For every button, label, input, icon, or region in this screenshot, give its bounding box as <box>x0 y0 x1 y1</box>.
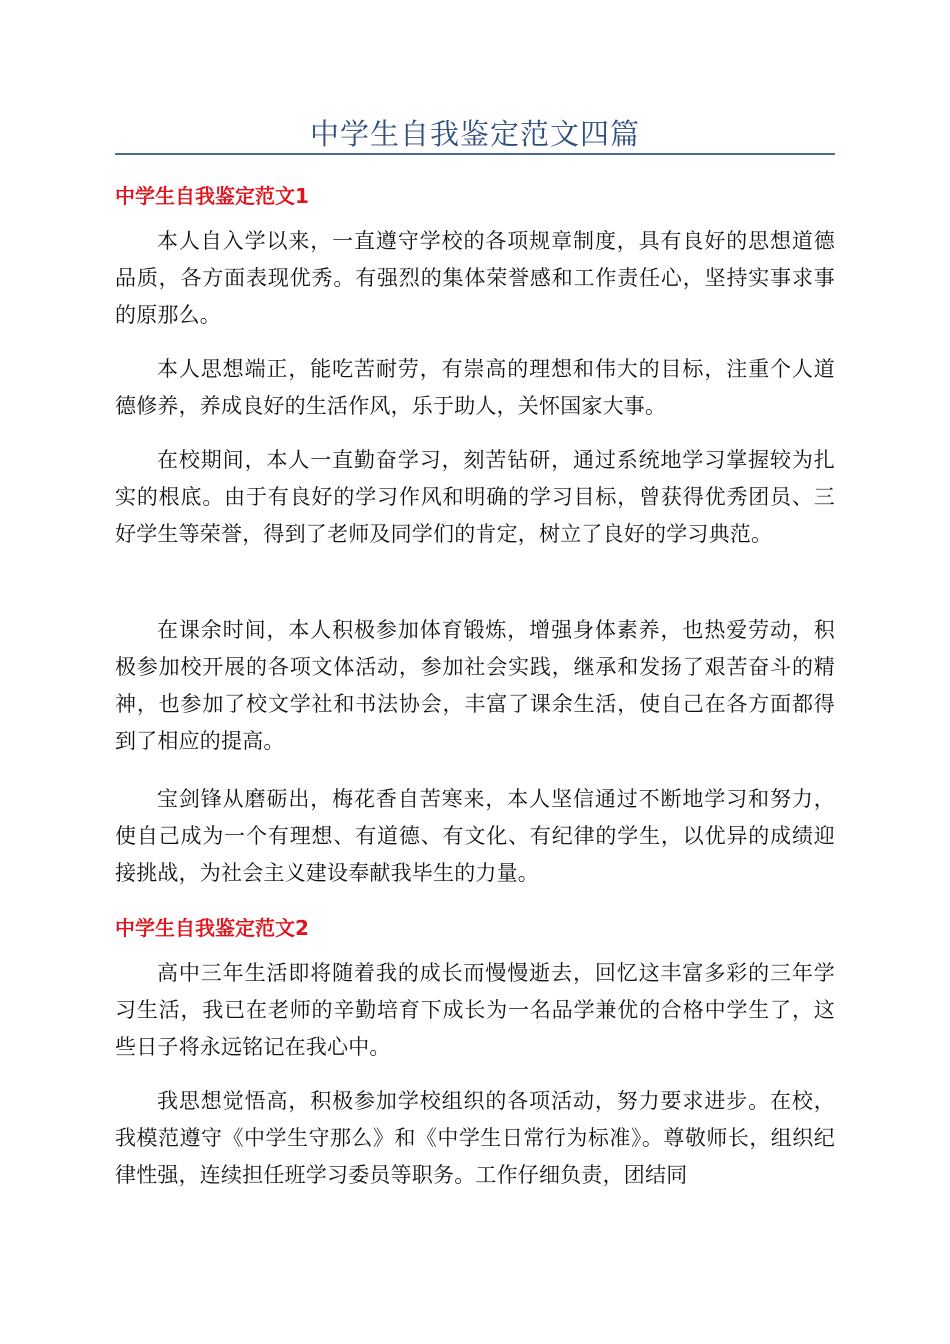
paragraph: 在校期间，本人一直勤奋学习，刻苦钻研，通过系统地学习掌握较为扎实的根底。由于有良好的学习作风和明确的学习目标，曾获得优秀团员、三好学生等荣誉，得到了老师及同学们的肯定，树立了良好的学习典范。 <box>115 448 835 546</box>
paragraph: 本人自入学以来，一直遵守学校的各项规章制度，具有良好的思想道德品质，各方面表现优秀。有强烈的集体荣誉感和工作责任心，坚持实事求事的原那么。 <box>115 229 835 327</box>
paragraph: 宝剑锋从磨砺出，梅花香自苦寒来，本人坚信通过不断地学习和努力，使自己成为一个有理想、有道德、有文化、有纪律的学生，以优异的成绩迎接挑战，为社会主义建设奉献我毕生的力量。 <box>115 787 835 885</box>
paragraph: 高中三年生活即将随着我的成长而慢慢逝去，回忆这丰富多彩的三年学习生活，我已在老师的辛勤培育下成长为一名品学兼优的合格中学生了，这些日子将永远铭记在我心中。 <box>115 961 835 1059</box>
title-underline <box>115 153 835 155</box>
section-heading-1: 中学生自我鉴定范文1 <box>115 184 309 208</box>
paragraph: 在课余时间，本人积极参加体育锻炼，增强身体素养，也热爱劳动，积极参加校开展的各项文体活动，参加社会实践，继承和发扬了艰苦奋斗的精神，也参加了校文学社和书法协会，丰富了课余生活，使自己在各方面都得到了相应的提高。 <box>115 618 835 753</box>
section-heading-2: 中学生自我鉴定范文2 <box>115 916 309 940</box>
paragraph: 本人思想端正，能吃苦耐劳，有崇高的理想和伟大的目标，注重个人道德修养，养成良好的生活作风，乐于助人，关怀国家大事。 <box>115 357 835 418</box>
paragraph: 我思想觉悟高，积极参加学校组织的各项活动，努力要求进步。在校，我模范遵守《中学生守那么》和《中学生日常行为标准》。尊敬师长，组织纪律性强，连续担任班学习委员等职务。工作仔细负责，团结同 <box>115 1089 835 1187</box>
document-title: 中学生自我鉴定范文四篇 <box>309 117 640 151</box>
